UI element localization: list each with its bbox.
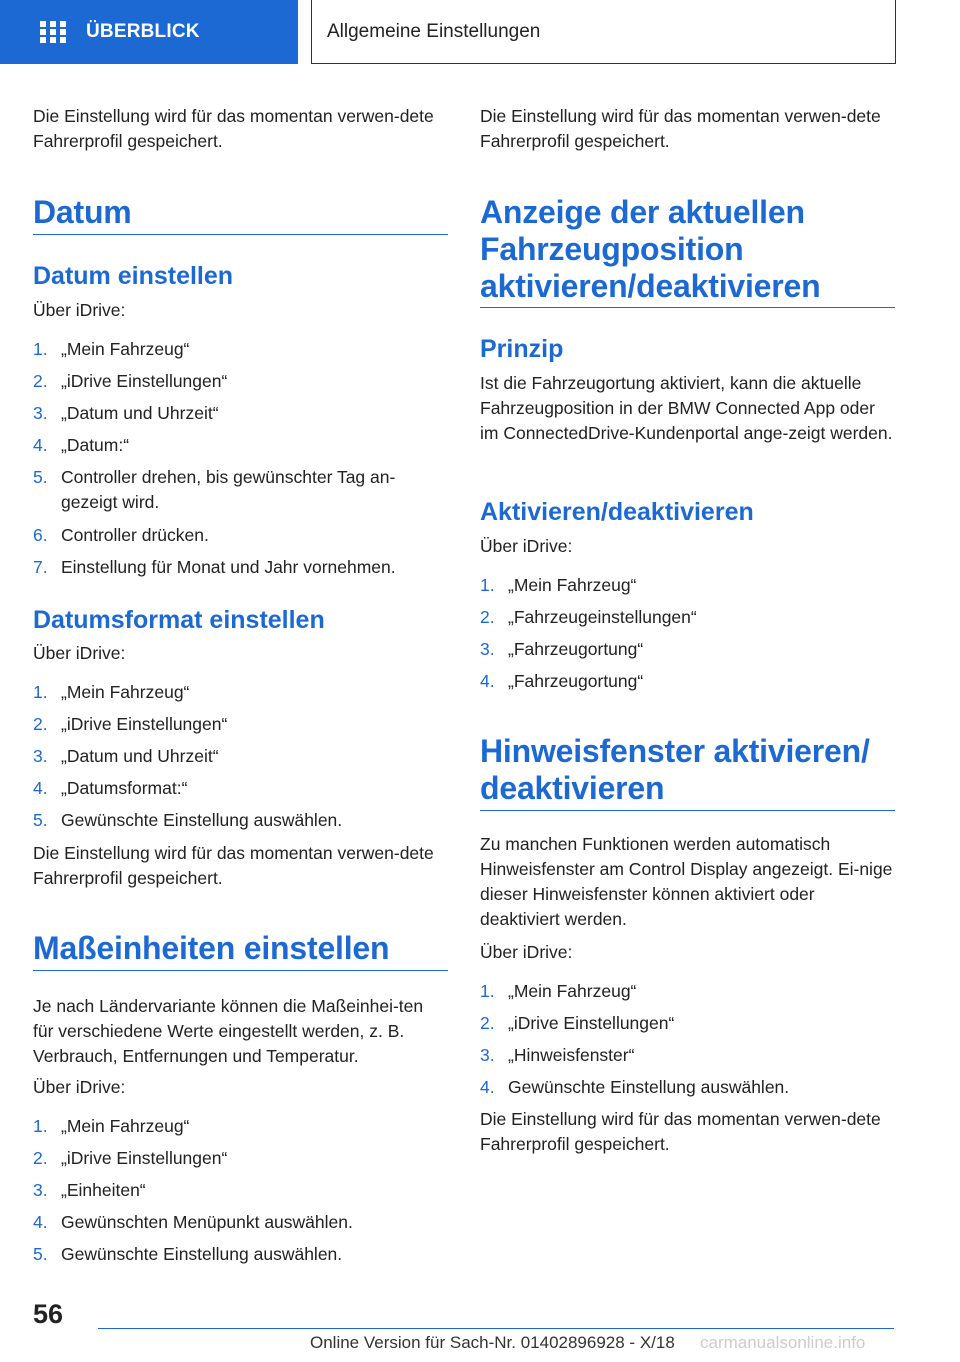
footer-rule xyxy=(98,1328,894,1329)
list-number: 2. xyxy=(33,371,48,391)
hinweisfenster-paragraph: Zu manchen Funktionen werden automatisch Hinweisfenster am Control Display angezeigt. Ei-nige dieser Hinweisfenster können aktiviert oder deaktiviert werden. xyxy=(480,834,893,929)
overview-tab[interactable] xyxy=(0,0,298,64)
masseinheiten-paragraph: Je nach Ländervariante können die Maßeinhei-ten für verschiedene Werte eingestellt werden, z. B. Verbrauch, Entfernungen und Temperatur. xyxy=(33,996,424,1066)
list-number: 1. xyxy=(33,682,48,702)
list-item xyxy=(33,1178,448,1203)
list-item xyxy=(480,1011,895,1036)
list-item xyxy=(480,637,895,662)
page-number: 56 xyxy=(33,1299,64,1329)
prinzip-paragraph: Ist die Fahrzeugortung aktiviert, kann die aktuelle Fahrzeugposition in der BMW Connected App oder im ConnectedDrive-Kundenportal ange-zeigt werden. xyxy=(480,373,893,443)
list-text: „Fahrzeugortung“ xyxy=(508,671,644,691)
list-text: „Datum und Uhrzeit“ xyxy=(61,746,219,766)
list-number: 5. xyxy=(33,1244,48,1264)
list-item xyxy=(33,1114,448,1139)
list-text: „Mein Fahrzeug“ xyxy=(508,981,637,1001)
list-item xyxy=(33,744,448,769)
list-text: Controller drehen, bis gewünschter Tag an-gezeigt wird. xyxy=(61,467,396,512)
list-number: 3. xyxy=(33,746,48,766)
heading-rule xyxy=(480,307,895,308)
ueber-idrive-label: Über iDrive: xyxy=(33,1077,126,1097)
ueber-idrive-label: Über iDrive: xyxy=(33,643,126,663)
list-number: 3. xyxy=(480,1045,495,1065)
list-text: „Mein Fahrzeug“ xyxy=(61,682,190,702)
top-navigation xyxy=(0,0,960,66)
list-number: 2. xyxy=(33,1148,48,1168)
heading-rule xyxy=(33,234,448,235)
list-item xyxy=(33,808,448,833)
list-number: 4. xyxy=(480,671,495,691)
list-text: „Einheiten“ xyxy=(61,1180,146,1200)
list-item xyxy=(480,573,895,598)
list-text: Gewünschte Einstellung auswählen. xyxy=(61,810,343,830)
online-version-note: Online Version für Sach-Nr. 01402896928 - X/18 xyxy=(310,1333,675,1352)
ueber-idrive-label: Über iDrive: xyxy=(480,536,573,556)
list-number: 3. xyxy=(33,1180,48,1200)
list-number: 2. xyxy=(33,714,48,734)
ueber-idrive-label: Über iDrive: xyxy=(480,942,573,962)
list-text: „iDrive Einstellungen“ xyxy=(61,714,228,734)
list-number: 5. xyxy=(33,810,48,830)
list-text: „Datum:“ xyxy=(61,435,130,455)
list-number: 6. xyxy=(33,525,48,545)
chapter-title xyxy=(311,0,896,64)
intro-paragraph: Die Einstellung wird für das momentan verwen-dete Fahrerprofil gespeichert. xyxy=(480,106,881,151)
list-item xyxy=(480,605,895,630)
list-item xyxy=(33,776,448,801)
grid-menu-icon xyxy=(40,21,66,43)
list-item xyxy=(33,369,448,394)
heading-aktivieren-deaktivieren: Aktivieren/deaktivieren xyxy=(480,498,754,526)
list-number: 3. xyxy=(480,639,495,659)
list-item xyxy=(33,1242,448,1267)
heading-hinweisfenster: Hinweisfenster aktivieren/ deaktivieren xyxy=(480,733,870,806)
list-item xyxy=(480,1075,895,1100)
overview-tab-label: ÜBERBLICK xyxy=(86,21,200,42)
list-text: „Hinweisfenster“ xyxy=(508,1045,635,1065)
list-item xyxy=(480,979,895,1004)
list-text: „iDrive Einstellungen“ xyxy=(61,371,228,391)
intro-paragraph: Die Einstellung wird für das momentan verwen-dete Fahrerprofil gespeichert. xyxy=(33,106,434,151)
list-number: 7. xyxy=(33,557,48,577)
list-number: 4. xyxy=(33,778,48,798)
list-text: „Fahrzeugortung“ xyxy=(508,639,644,659)
list-number: 3. xyxy=(33,403,48,423)
saved-note: Die Einstellung wird für das momentan verwen-dete Fahrerprofil gespeichert. xyxy=(480,1109,881,1154)
chapter-title-text: Allgemeine Einstellungen xyxy=(327,20,541,42)
list-item xyxy=(33,1210,448,1235)
list-text: „Fahrzeugeinstellungen“ xyxy=(508,607,697,627)
list-number: 1. xyxy=(480,981,495,1001)
list-text: „Mein Fahrzeug“ xyxy=(508,575,637,595)
list-text: „iDrive Einstellungen“ xyxy=(508,1013,675,1033)
list-number: 2. xyxy=(480,607,495,627)
heading-rule xyxy=(33,970,448,971)
saved-note: Die Einstellung wird für das momentan verwen-dete Fahrerprofil gespeichert. xyxy=(33,843,434,888)
heading-rule xyxy=(480,810,895,811)
heading-masseinheiten: Maßeinheiten einstellen xyxy=(33,930,390,966)
list-item xyxy=(33,337,448,362)
list-number: 4. xyxy=(480,1077,495,1097)
list-item xyxy=(33,465,418,515)
list-text: „Datum und Uhrzeit“ xyxy=(61,403,219,423)
list-number: 1. xyxy=(480,575,495,595)
list-item xyxy=(33,1146,448,1171)
list-number: 1. xyxy=(33,339,48,359)
list-number: 2. xyxy=(480,1013,495,1033)
list-text: Gewünschte Einstellung auswählen. xyxy=(508,1077,790,1097)
list-item xyxy=(33,680,448,705)
list-number: 1. xyxy=(33,1116,48,1136)
list-item xyxy=(33,555,448,580)
list-text: „Mein Fahrzeug“ xyxy=(61,1116,190,1136)
list-item xyxy=(33,523,448,548)
watermark: carmanualsonline.info xyxy=(700,1333,866,1352)
list-text: Controller drücken. xyxy=(61,525,209,545)
heading-anzeige-fahrzeugposition: Anzeige der aktuellen Fahrzeugposition aktivieren/deaktivieren xyxy=(480,194,821,304)
list-item xyxy=(480,669,895,694)
list-text: „iDrive Einstellungen“ xyxy=(61,1148,228,1168)
list-text: „Datumsformat:“ xyxy=(61,778,188,798)
list-text: „Mein Fahrzeug“ xyxy=(61,339,190,359)
list-item xyxy=(480,1043,895,1068)
list-number: 4. xyxy=(33,435,48,455)
list-text: Gewünschten Menüpunkt auswählen. xyxy=(61,1212,353,1232)
heading-prinzip: Prinzip xyxy=(480,335,564,363)
list-item xyxy=(33,712,448,737)
heading-datum-einstellen: Datum einstellen xyxy=(33,262,234,290)
ueber-idrive-label: Über iDrive: xyxy=(33,300,126,320)
list-number: 4. xyxy=(33,1212,48,1232)
list-text: Gewünschte Einstellung auswählen. xyxy=(61,1244,343,1264)
list-text: Einstellung für Monat und Jahr vornehmen. xyxy=(61,557,396,577)
heading-datumsformat: Datumsformat einstellen xyxy=(33,606,325,634)
list-item xyxy=(33,433,448,458)
list-item xyxy=(33,401,448,426)
list-number: 5. xyxy=(33,467,48,487)
heading-datum: Datum xyxy=(33,194,132,230)
